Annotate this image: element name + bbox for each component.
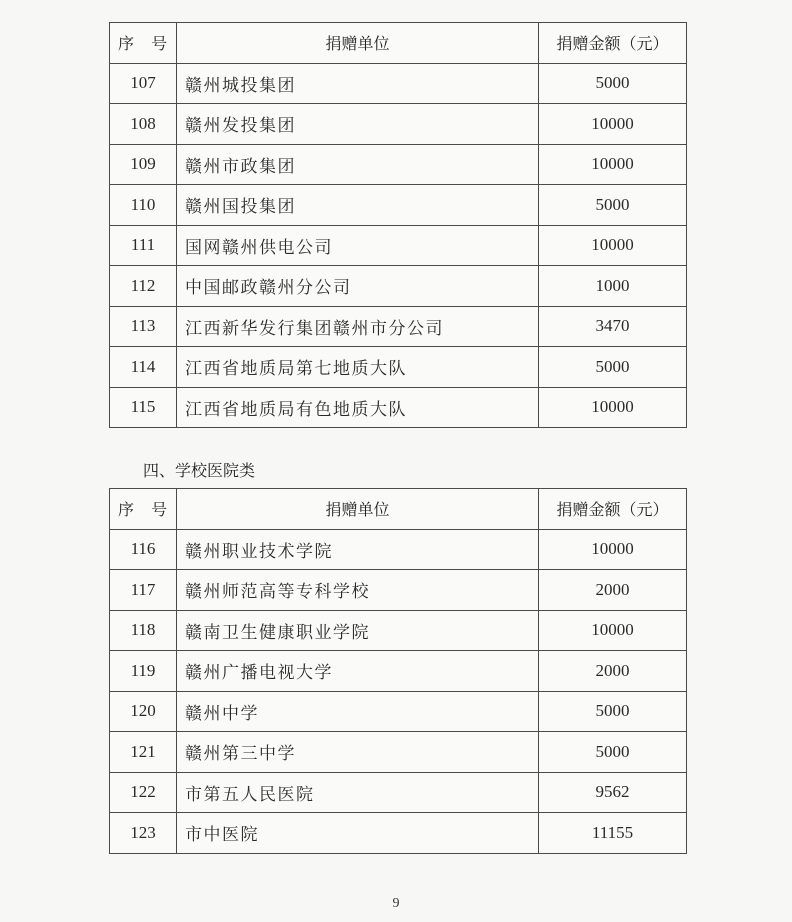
donor-unit: 赣州师范高等专科学校 — [177, 570, 539, 611]
donor-unit: 市第五人民医院 — [177, 772, 539, 813]
header-donor-unit: 捐赠单位 — [177, 489, 539, 530]
serial-number: 123 — [110, 813, 177, 854]
donation-table-enterprises — [109, 22, 687, 428]
serial-number: 121 — [110, 732, 177, 773]
table-row — [110, 266, 687, 307]
donation-amount: 3470 — [539, 306, 687, 347]
table-row — [110, 225, 687, 266]
donation-amount: 10000 — [539, 144, 687, 185]
serial-number: 113 — [110, 306, 177, 347]
header-donation-amount: 捐赠金额（元） — [539, 489, 687, 530]
header-donor-unit: 捐赠单位 — [177, 23, 539, 64]
serial-number: 111 — [110, 225, 177, 266]
table-row — [110, 63, 687, 104]
serial-number: 114 — [110, 347, 177, 388]
donor-unit: 赣州第三中学 — [177, 732, 539, 773]
donor-unit: 赣州广播电视大学 — [177, 651, 539, 692]
table-row — [110, 104, 687, 145]
page-number: 9 — [392, 896, 400, 911]
table-row — [110, 347, 687, 388]
donation-amount: 11155 — [539, 813, 687, 854]
serial-number: 116 — [110, 529, 177, 570]
table-header-row — [110, 489, 687, 530]
donor-unit: 江西新华发行集团赣州市分公司 — [177, 306, 539, 347]
serial-number: 112 — [110, 266, 177, 307]
donor-unit: 江西省地质局有色地质大队 — [177, 387, 539, 428]
donation-amount: 10000 — [539, 104, 687, 145]
serial-number: 117 — [110, 570, 177, 611]
table-row — [110, 610, 687, 651]
table-row — [110, 144, 687, 185]
donation-table-schools-hospitals — [109, 488, 687, 854]
header-donation-amount: 捐赠金额（元） — [539, 23, 687, 64]
table-row — [110, 529, 687, 570]
donor-unit: 江西省地质局第七地质大队 — [177, 347, 539, 388]
table-row — [110, 772, 687, 813]
serial-number: 119 — [110, 651, 177, 692]
serial-number: 110 — [110, 185, 177, 226]
donor-unit: 赣南卫生健康职业学院 — [177, 610, 539, 651]
donor-unit: 赣州城投集团 — [177, 63, 539, 104]
table-row — [110, 185, 687, 226]
table-row — [110, 570, 687, 611]
section-title: 四、学校医院类 — [143, 461, 256, 480]
donor-unit: 市中医院 — [177, 813, 539, 854]
donation-amount: 5000 — [539, 691, 687, 732]
serial-number: 120 — [110, 691, 177, 732]
serial-number: 107 — [110, 63, 177, 104]
table-row — [110, 387, 687, 428]
table-header-row — [110, 23, 687, 64]
serial-number: 109 — [110, 144, 177, 185]
donation-amount: 5000 — [539, 347, 687, 388]
serial-number: 118 — [110, 610, 177, 651]
donation-amount: 5000 — [539, 63, 687, 104]
donation-amount: 2000 — [539, 570, 687, 611]
header-serial-number: 序 号 — [110, 489, 177, 530]
donation-amount: 1000 — [539, 266, 687, 307]
donor-unit: 国网赣州供电公司 — [177, 225, 539, 266]
donor-unit: 赣州发投集团 — [177, 104, 539, 145]
table-row — [110, 691, 687, 732]
donation-amount: 5000 — [539, 185, 687, 226]
serial-number: 122 — [110, 772, 177, 813]
donor-unit: 中国邮政赣州分公司 — [177, 266, 539, 307]
donation-amount: 2000 — [539, 651, 687, 692]
serial-number: 108 — [110, 104, 177, 145]
donor-unit: 赣州国投集团 — [177, 185, 539, 226]
donation-amount: 5000 — [539, 732, 687, 773]
donation-amount: 9562 — [539, 772, 687, 813]
table-row — [110, 732, 687, 773]
donor-unit: 赣州职业技术学院 — [177, 529, 539, 570]
donor-unit: 赣州市政集团 — [177, 144, 539, 185]
donation-amount: 10000 — [539, 225, 687, 266]
donation-amount: 10000 — [539, 529, 687, 570]
header-serial-number: 序 号 — [110, 23, 177, 64]
donation-amount: 10000 — [539, 387, 687, 428]
serial-number: 115 — [110, 387, 177, 428]
table-row — [110, 651, 687, 692]
donor-unit: 赣州中学 — [177, 691, 539, 732]
donation-amount: 10000 — [539, 610, 687, 651]
table-row — [110, 813, 687, 854]
table-row — [110, 306, 687, 347]
